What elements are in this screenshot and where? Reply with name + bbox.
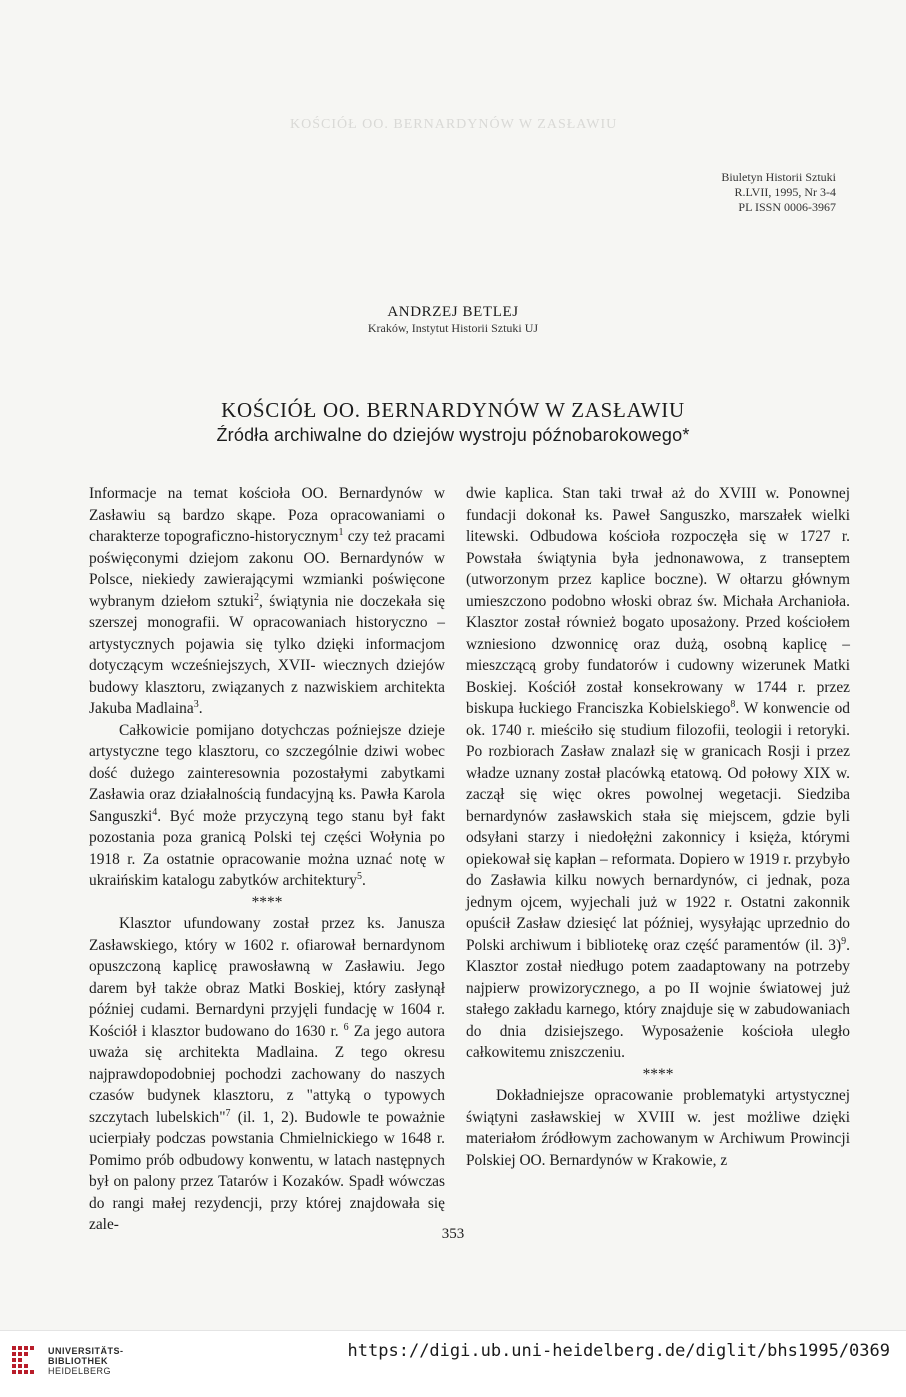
footnote-ref[interactable]: 7	[225, 1107, 231, 1119]
bleed-through-header: KOŚCIÓŁ OO. BERNARDYNÓW W ZASŁAWIU	[290, 117, 618, 132]
journal-name: Biuletyn Historii Sztuki	[721, 170, 836, 184]
paragraph: Klasztor ufundowany został przez ks. Janusza Zasławskiego, który w 1602 r. ofiarował bernardynom opuszczoną kaplicę prawosławną w Zasławiu. Jego darem był także obraz Matki Boskiej, który zasłynął później cudami. Bernardyni przyjęli fundację w 1604 r. Kościół i klasztor budowano do 1630 r. $^6$ Za jego autora uważa się architekta Madlaina. Z tego okresu najprawdopodobniej pochodzi zachowany do naszych czasów budynek klasztoru, z "attyką o typowych szczytach lubelskich"$^7$ (il. 1, 2). Budowle te poważnie ucierpiały podczas powstania Chmielnickiego w 1648 r. Pomimo prób odbudowy konwentu, w latach następnych był on palony przez Tatarów i Kozaków. Spadł wówczas do rangi małej rezydencji, przy której znajdowała się zale-	[89, 915, 446, 1233]
section-separator: ****	[642, 1065, 674, 1083]
right-column	[466, 483, 850, 1171]
left-column	[89, 483, 445, 1236]
library-name[interactable]: UNIVERSITÄTS- BIBLIOTHEK HEIDELBERG	[48, 1346, 124, 1376]
page-number: 353	[441, 1226, 465, 1242]
footnote-ref[interactable]: 1	[338, 526, 344, 538]
footnote-ref[interactable]: 5	[356, 870, 362, 882]
paragraph: Całkowicie pomijano dotychczas poźniejsze dzieje artystyczne tego klasztoru, co szczególnie dziwi wobec dość dużego zainteresownia pozostałymi zabytkami Zasławia oraz działalnością fundacyjną ks. Pawła Karola Sanguszki$^4$. Być może przyczyną tego stanu był fakt pozostania poza granicą Polski tej części Wołynia po 1918 r. Za ostatnie opracowanie można uznać notę w ukraińskim katalogu zabytków architektury$^5$.	[89, 721, 445, 889]
section-separator: ****	[251, 893, 283, 911]
journal-info	[721, 170, 836, 215]
journal-issn: PL ISSN 0006-3967	[738, 200, 836, 214]
author-name: ANDRZEJ BETLEJ	[387, 304, 519, 320]
digitization-footer	[0, 1330, 906, 1397]
permalink-url[interactable]: https://digi.ub.uni-heidelberg.de/diglit/bhs1995/0369	[347, 1341, 890, 1361]
footnote-ref[interactable]: 8	[730, 698, 736, 710]
journal-volume: R.LVII, 1995, Nr 3-4	[734, 185, 836, 199]
footnote-ref[interactable]: 4	[152, 806, 158, 818]
paragraph: dwie kaplica. Stan taki trwał aż do XVIII w. Ponownej fundacji dokonał ks. Paweł Sanguszko, marszałek wielki litewski. Odbudowa kościoła rozpoczęła się w 1727 r. Powstała świątynia była jednonawowa, z transeptem (utworzonym przez kaplice boczne). W ołtarzu głównym umieszczono podobno włoski obraz św. Michała Archanioła. Klasztor został również bogato uposażony. Przed kościołem wzniesiono dzwonnicę oraz dużą, osobną kaplicę – mieszczącą groby fundatorów i cudowny wizerunek Matki Boskiej. Kościół został konsekrowany w 1744 r. przez biskupa łuckiego Franciszka Kobielskiego$^8$. W konwencie od ok. 1740 r. mieściło się studium filozofii, teologii i retoryki. Po rozbiorach Zasław znalazł się w granicach Rosji i przez władze uznany został placówką etatową. Od połowy XIX w. zaczął się więc okres powolnej wegetacji. Siedziba bernardynów zasławskich stała się miejscem, gdzie byli odsyłani starzy i niedołężni zakonnicy i księża, którymi opiekował się kapłan – reformata. Dopiero w 1919 r. przybyło do Zasławia kilku nowych bernardynów, ci jednak, poza jednym ojcem, wyjechali już w 1922 r. Ostatni zakonnik opuścił Zasław dziesięć lat później, wysyłając uprzednio do Polski archiwum i bibliotekę oraz część paramentów (il. 3)$^9$. Klasztor został niedługo potem zaadaptowany na potrzeby najpierw prowizorycznego, a po II wojnie światowej już stałego zakładu karnego, który znajduje się w zabudowaniach do dnia dzisiejszego. Wyposażenie kościoła uległo całkowitemu zniszczeniu.	[466, 485, 851, 1061]
paragraph: Dokładniejsze opracowanie problematyki artystycznej świątyni zasławskiej w XVIII w. jest możliwe dzięki materiałom źródłowym zachowanym w Archiwum Prowincji Polskiej OO. Bernardynów w Krakowie, z	[466, 1087, 850, 1169]
article-subtitle: Źródła archiwalne do dziejów wystroju późnobarokowego*	[216, 425, 690, 445]
footnote-ref[interactable]: 2	[254, 591, 260, 603]
article-title-block	[0, 397, 906, 447]
author-affiliation: Kraków, Instytut Historii Sztuki UJ	[367, 321, 539, 335]
footnote-ref[interactable]: 9	[841, 935, 847, 947]
author-block	[0, 303, 906, 336]
ub-heidelberg-logo-icon[interactable]	[10, 1344, 40, 1380]
footnote-ref[interactable]: 6	[343, 1021, 349, 1033]
paragraph: Informacje na temat kościoła OO. Bernardynów w Zasławiu są bardzo skąpe. Poza opracowaniami o charakterze topograficzno-historycznym$^1$ czy też pracami poświęconymi dziejom zakonu OO. Bernardynów w Polsce, niekiedy zawierającymi wzmianki poświęcone wybranym dziełom sztuki$^2$, świątynia nie doczekała się szerszej monografii. W opracowaniach historyczno – artystycznych pojawia się tylko dzięki informacjom dotyczącym wcześniejszych, XVII- wiecznych dziejów budowy klasztoru, związanych z nazwiskiem architekta Jakuba Madlaina$^3$.	[89, 485, 446, 717]
article-title: KOŚCIÓŁ OO. BERNARDYNÓW W ZASŁAWIU	[221, 398, 685, 422]
footnote-ref[interactable]: 3	[193, 698, 199, 710]
